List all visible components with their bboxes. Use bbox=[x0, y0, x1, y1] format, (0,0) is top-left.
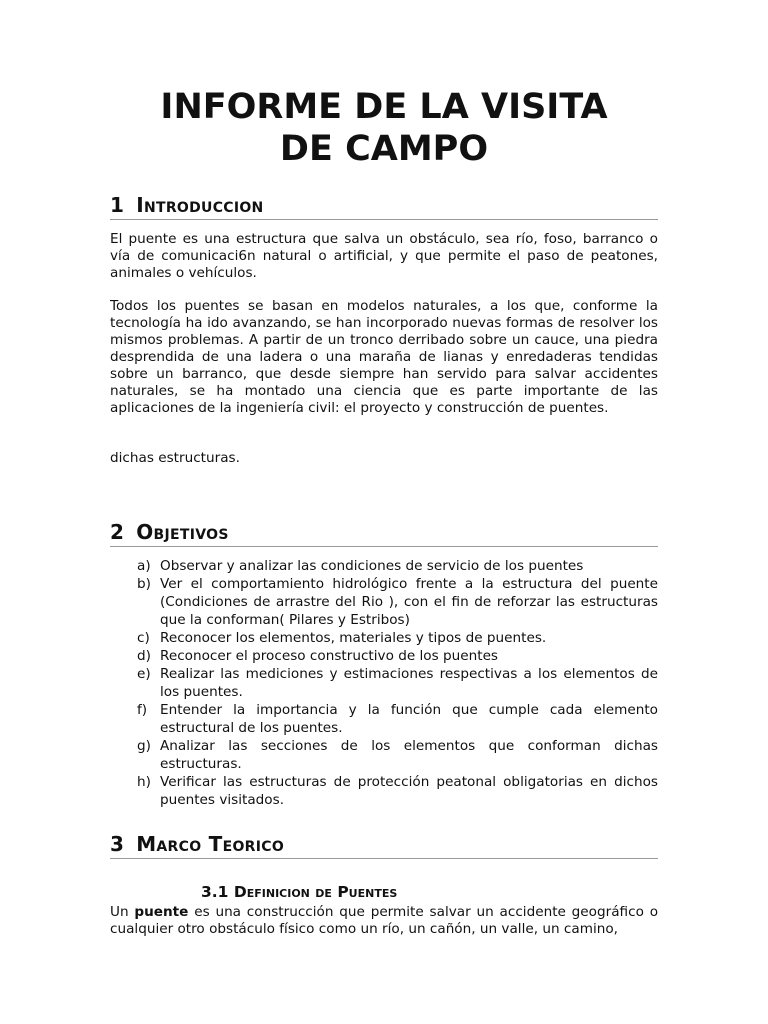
list-item bbox=[110, 647, 658, 665]
section-title: Introduccion bbox=[136, 193, 264, 217]
intro-paragraph-3: dichas estructuras. bbox=[110, 450, 240, 466]
list-item bbox=[110, 665, 658, 701]
list-marker: f) bbox=[137, 702, 148, 718]
list-item-text: Entender la importancia y la función que cumple cada elemento estructural de los puentes. bbox=[160, 702, 658, 736]
section-title: Objetivos bbox=[136, 520, 229, 544]
list-item bbox=[110, 557, 658, 575]
list-marker: e) bbox=[137, 666, 151, 682]
list-item-text: Verificar las estructuras de protección peatonal obligatorias en dichos puentes visitados. bbox=[160, 774, 658, 808]
definition-text-rest: es una construcción que permite salvar un accidente geográfico o cualquier otro obstáculo físico como un río, un cañón, un valle, un camino, bbox=[110, 904, 659, 937]
list-marker: b) bbox=[137, 576, 151, 592]
section-heading-objetivos bbox=[110, 519, 658, 547]
list-item bbox=[110, 773, 658, 809]
objectives-list bbox=[110, 557, 658, 809]
definition-text-start: Un bbox=[110, 904, 135, 920]
list-item-text: Analizar las secciones de los elementos que conforman dichas estructuras. bbox=[160, 738, 658, 772]
definition-paragraph bbox=[110, 904, 658, 938]
list-item-text: Reconocer los elementos, materiales y tipos de puentes. bbox=[160, 630, 547, 646]
list-item bbox=[110, 575, 658, 629]
list-item-text: Reconocer el proceso constructivo de los puentes bbox=[160, 648, 499, 664]
definition-bold-term: puente bbox=[134, 904, 189, 920]
list-item-text: Ver el comportamiento hidrológico frente a la estructura del puente (Condiciones de arrastre del Rio ), con el fin de reforzar las estructuras que la conforman( Pilares y Estribos) bbox=[160, 576, 658, 628]
section-number: 3 bbox=[110, 832, 125, 856]
title-line-1: INFORME DE LA VISITA bbox=[160, 87, 608, 127]
subsection-number: 3.1 bbox=[201, 883, 229, 901]
list-item-text: Realizar las mediciones y estimaciones respectivas a los elementos de los puentes. bbox=[160, 666, 658, 700]
section-title: Marco Teorico bbox=[136, 832, 285, 856]
list-item bbox=[110, 737, 658, 773]
intro-paragraph-2: Todos los puentes se basan en modelos naturales, a los que, conforme la tecnología ha ido avanzando, se han incorporado nuevas formas de resolver los mismos problemas. A partir de un tronco derribado sobre un cauce, una piedra desprendida de una ladera o una maraña de lianas y enredaderas tendidas sobre un barranco, que desde siempre han servido para salvar accidentes naturales, se ha montado una ciencia que es parte importante de las aplicaciones de la ingeniería civil: el proyecto y construcción de puentes. bbox=[110, 298, 658, 416]
section-heading-introduccion bbox=[110, 192, 658, 220]
section-number: 2 bbox=[110, 520, 125, 544]
list-item bbox=[110, 701, 658, 737]
list-item-text: Observar y analizar las condiciones de servicio de los puentes bbox=[160, 558, 584, 574]
list-marker: a) bbox=[137, 558, 151, 574]
list-marker: h) bbox=[137, 774, 151, 790]
subsection-title: Definicion de Puentes bbox=[233, 883, 398, 901]
section-number: 1 bbox=[110, 193, 125, 217]
list-marker: d) bbox=[137, 648, 151, 664]
title-line-2: DE CAMPO bbox=[279, 129, 489, 169]
intro-paragraph-1: El puente es una estructura que salva un obstáculo, sea río, foso, barranco o vía de comunicaci6n natural o artificial, y que permite el paso de peatones, animales o vehículos. bbox=[110, 231, 658, 281]
list-marker: c) bbox=[137, 630, 150, 646]
list-marker: g) bbox=[137, 738, 151, 754]
section-heading-marco-teorico bbox=[110, 831, 658, 859]
document-title bbox=[110, 86, 658, 170]
subsection-heading-definicion bbox=[201, 882, 658, 902]
list-item bbox=[110, 629, 658, 647]
